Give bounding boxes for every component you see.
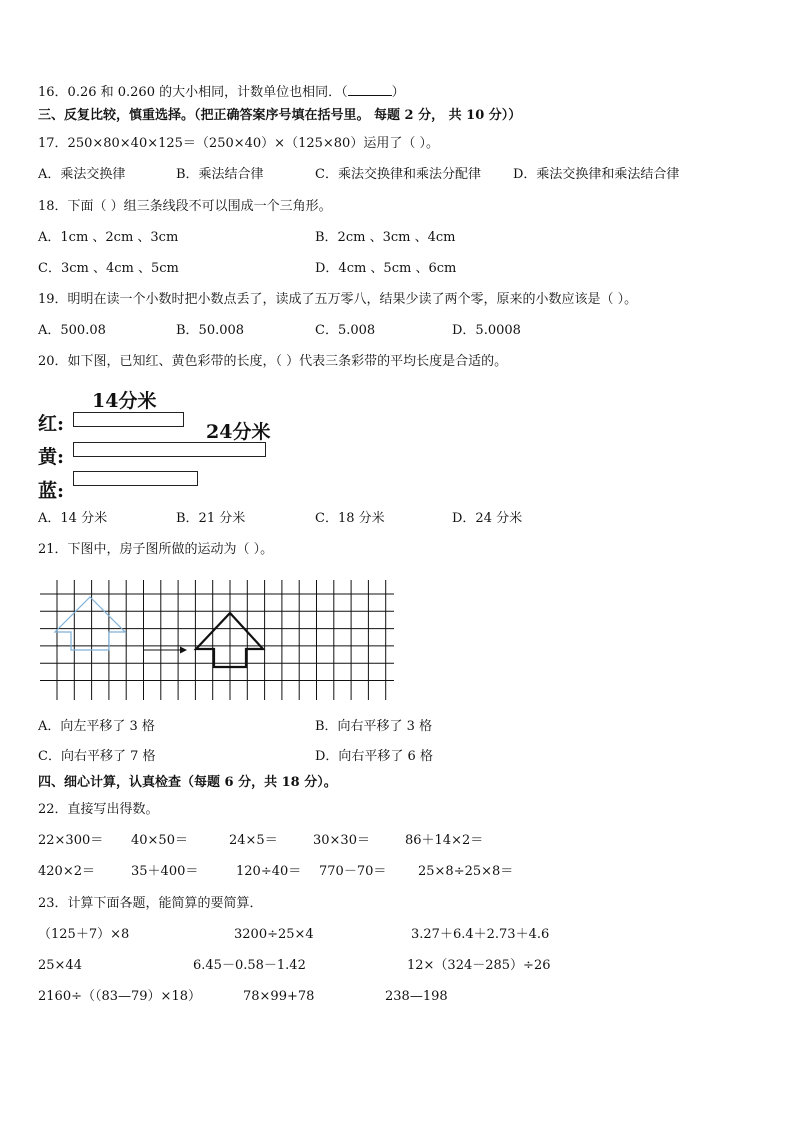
q20-option-d[interactable]: D．24 分米 <box>452 511 523 526</box>
answer-blank[interactable] <box>348 83 392 96</box>
q22-item: 770－70＝ <box>319 864 387 879</box>
q23-item: 25×44 <box>38 958 82 973</box>
q22-item: 24×5＝ <box>229 833 278 848</box>
q18-option-d[interactable]: D．4cm 、5cm 、6cm <box>315 261 457 276</box>
red-ribbon <box>73 412 184 427</box>
question-23-stem: 23．计算下面各题，能简算的要简算． <box>38 896 263 911</box>
section-3-heading: 三、反复比较，慎重选择。（把正确答案序号填在括号里。 每题 2 分， 共 10 分）） <box>38 108 522 123</box>
yellow-label: 黄: <box>38 446 65 468</box>
q16-text: 16．0.26 和 0.260 的大小相同，计数单位也相同．（ <box>38 85 348 100</box>
q21-option-b[interactable]: B．向右平移了 3 格 <box>315 719 433 734</box>
q22-item: 120÷40＝ <box>236 864 302 879</box>
q20-option-b[interactable]: B．21 分米 <box>176 511 246 526</box>
q23-item: 78×99+78 <box>243 989 315 1004</box>
q19-option-d[interactable]: D．5.0008 <box>452 323 521 338</box>
question-22-stem: 22．直接写出得数。 <box>38 802 159 817</box>
q19-option-a[interactable]: A．500.08 <box>38 323 106 338</box>
q19-option-c[interactable]: C．5.008 <box>315 323 376 338</box>
question-17-stem: 17．250×80×40×125＝（250×40）×（125×80）运用了（ ）。 <box>38 136 439 151</box>
question-20-stem: 20．如下图，已知红、黄色彩带的长度，（ ）代表三条彩带的平均长度是合适的。 <box>38 354 508 369</box>
yellow-length-label: 24分米 <box>206 421 271 443</box>
question-21-stem: 21．下图中，房子图所做的运动为（ ）。 <box>38 542 274 557</box>
q17-option-d[interactable]: D．乘法交换律和乘法结合律 <box>513 167 680 182</box>
q22-item: 25×8÷25×8＝ <box>418 864 514 879</box>
q20-option-a[interactable]: A．14 分米 <box>38 511 108 526</box>
q22-item: 420×2＝ <box>38 864 95 879</box>
q22-item: 86＋14×2＝ <box>405 833 484 848</box>
q22-item: 30×30＝ <box>313 833 370 848</box>
q23-item: 2160÷（（83—79）×18） <box>38 989 201 1004</box>
blue-label: 蓝: <box>38 480 65 502</box>
question-18-stem: 18．下面（ ）组三条线段不可以围成一个三角形。 <box>38 199 332 214</box>
q17-option-b[interactable]: B．乘法结合律 <box>176 167 264 182</box>
question-16 <box>38 83 405 101</box>
q22-item: 40×50＝ <box>131 833 188 848</box>
q23-item: 6.45－0.58－1.42 <box>193 958 306 973</box>
translation-grid-figure <box>40 580 396 702</box>
q23-item: 238—198 <box>385 989 448 1004</box>
q18-option-a[interactable]: A．1cm 、2cm 、3cm <box>38 230 179 245</box>
q22-item: 22×300＝ <box>38 833 104 848</box>
q23-item: 3200÷25×4 <box>234 927 314 942</box>
q22-item: 35＋400＝ <box>131 864 199 879</box>
red-label: 红: <box>38 413 65 435</box>
yellow-ribbon <box>73 442 266 457</box>
original-house <box>55 597 125 650</box>
red-length-label: 14分米 <box>92 390 157 412</box>
q17-option-c[interactable]: C．乘法交换律和乘法分配律 <box>315 167 481 182</box>
q19-option-b[interactable]: B．50.008 <box>176 323 245 338</box>
q18-option-b[interactable]: B．2cm 、3cm 、4cm <box>315 230 456 245</box>
section-4-heading: 四、细心计算，认真检查（每题 6 分，共 18 分）。 <box>38 775 337 790</box>
q23-item: （125＋7）×8 <box>38 927 130 942</box>
question-19-stem: 19．明明在读一个小数时把小数点丢了，读成了五万零八，结果少读了两个零，原来的小数应该是（ ）。 <box>38 292 638 307</box>
q17-option-a[interactable]: A．乘法交换律 <box>38 167 126 182</box>
q23-item: 3.27＋6.4＋2.73＋4.6 <box>411 927 550 942</box>
blue-ribbon <box>73 471 198 486</box>
q20-option-c[interactable]: C．18 分米 <box>315 511 385 526</box>
q18-option-c[interactable]: C．3cm 、4cm 、5cm <box>38 261 179 276</box>
q21-option-c[interactable]: C．向右平移了 7 格 <box>38 749 156 764</box>
q16-close: ） <box>391 85 405 100</box>
arrow-head <box>180 647 187 654</box>
q21-option-d[interactable]: D．向右平移了 6 格 <box>315 749 433 764</box>
q23-item: 12×（324－285）÷26 <box>407 958 551 973</box>
square-grid <box>40 580 396 700</box>
q21-option-a[interactable]: A．向左平移了 3 格 <box>38 719 155 734</box>
